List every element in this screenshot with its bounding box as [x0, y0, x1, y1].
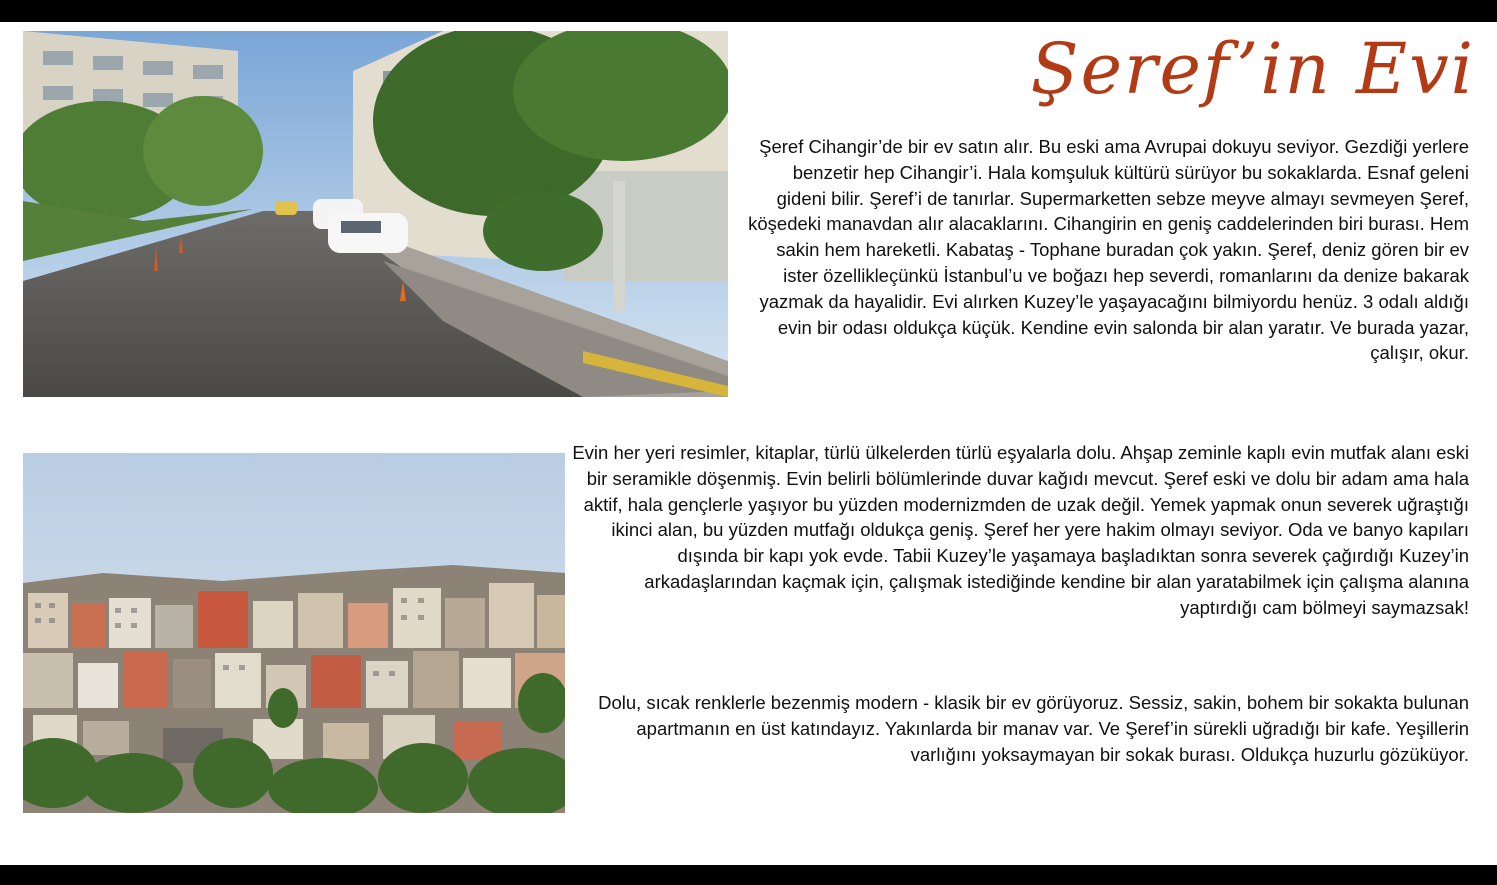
- cihangir-hillside-photo: [23, 453, 565, 813]
- paragraph-interior: Evin her yeri resimler, kitaplar, türlü ülkelerden türlü eşyalarla dolu. Ahşap zeminle kaplı evin mutfak alanı eski bir seramikle döşenmiş. Evin belirli bölümlerinde duvar kağıdı mevcut. Şeref eski ve dolu bir adam ama hala aktif, hala gençlerle yaşıyor bu yüzden modernizmden de uzak değil. Yemek yapmak onun severek uğraştığı ikinci alan, bu yüzden mutfağı oldukça geniş. Şeref her yere hakim olmayı seviyor. Oda ve banyo kapıları dışında bir kapı yok evde. Tabii Kuzey’le yaşamaya başladıktan sonra severek çağırdığı Kuzey’in arkadaşlarından kaçmak için, çalışmak istediğinde kendine bir alan yaratabilmek için çalışma alanına yaptırdığı cam bölmeyi saymazsak!: [572, 442, 1469, 618]
- paragraph-intro: Şeref Cihangir’de bir ev satın alır. Bu eski ama Avrupai dokuyu seviyor. Gezdiği yerlere benzetir hep Cihangir’i. Hala komşuluk kültürü sürüyor bu sokaklarda. Esnaf geleni gideni bilir. Şeref’i de tanırlar. Supermarketten sebze meyve almayı sevmeyen Şeref, köşedeki manavdan alır alacaklarını. Cihangirin en geniş caddelerinden biri burası. Hem sakin hem hareketli. Kabataş - Tophane buradan çok yakın. Şeref, deniz gören bir ev ister özellikleçünkü İstanbul’u ve boğazı hep severdi, romanlarını da denize bakarak yazmak da hayalidir. Evi alırken Kuzey’le yaşayacağını bilmiyordu henüz. 3 odalı aldığı evin bir odası oldukça küçük. Kendine evin salonda bir alan yaratır. Ve burada yazar, çalışır, okur.: [748, 136, 1469, 364]
- page-title: Şeref’in Evi: [1030, 28, 1475, 110]
- paragraph-atmosphere: Dolu, sıcak renklerle bezenmiş modern - klasik bir ev görüyoruz. Sessiz, sakin, bohem bir sokakta bulunan apartmanın en üst katındayız. Yakınlarda bir manav var. Ve Şeref’in sürekli uğradığı bir kafe. Yeşillerin varlığını yoksaymayan bir sokak burası. Oldukça huzurlu gözüküyor.: [598, 692, 1469, 765]
- slide-page: [0, 22, 1497, 865]
- street-photo: [23, 31, 728, 397]
